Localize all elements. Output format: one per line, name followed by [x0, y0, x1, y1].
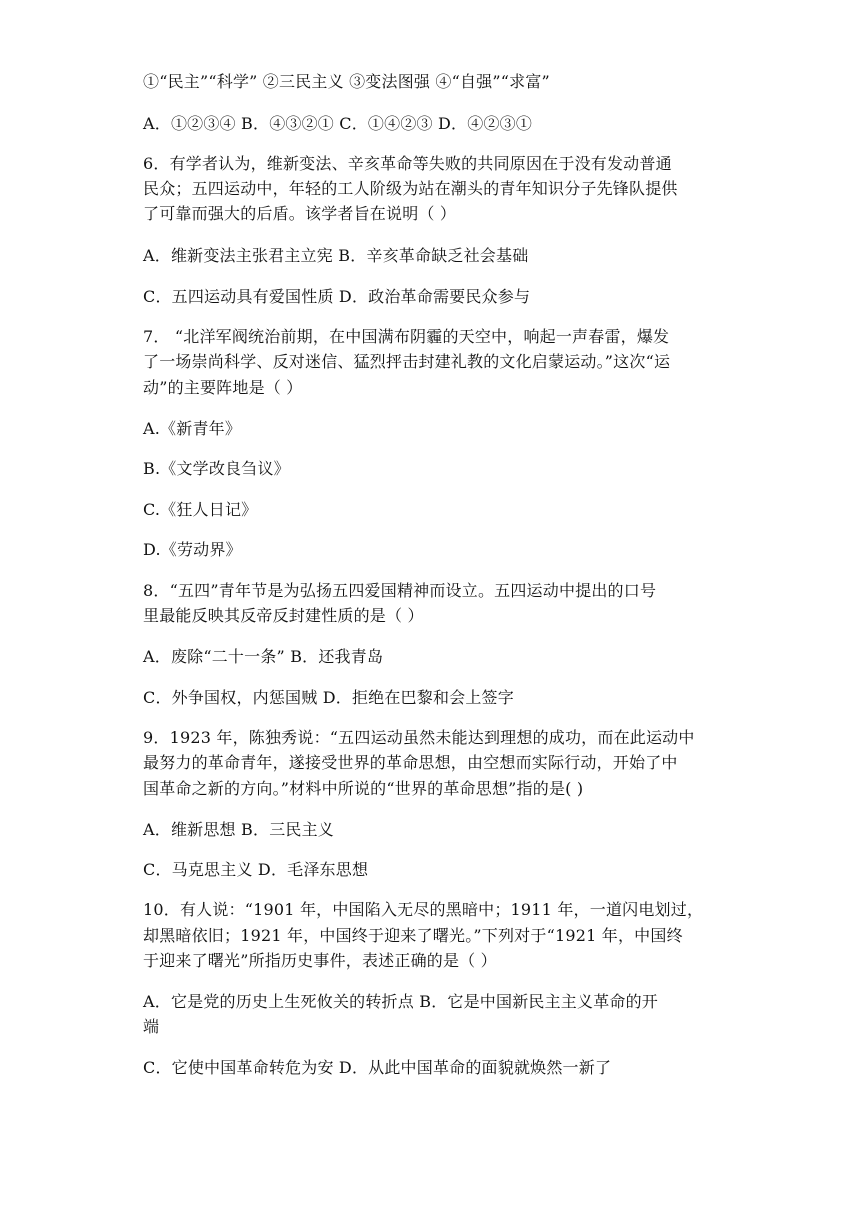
q10-stem-line-1: 10．有人说：“1901 年，中国陷入无尽的黑暗中；1911 年，一道闪电划过，	[143, 900, 704, 919]
q9-stem-line-2: 最努力的革命青年，遂接受世界的革命思想，由空想而实际行动，开始了中	[143, 753, 678, 772]
q6-options-line-1: A．维新变法主张君主立宪 B．辛亥革命缺乏社会基础	[143, 246, 529, 265]
q7-stem-line-1: 7． “北洋军阀统治前期，在中国满布阴霾的天空中，响起一声春雷，爆发	[143, 327, 670, 346]
q5-options: A．①②③④ B．④③②① C．①④②③ D．④②③①	[143, 114, 533, 133]
q8-stem-line-2: 里最能反映其反帝反封建性质的是（ ）	[143, 606, 424, 625]
q6-stem-line-2: 民众；五四运动中，年轻的工人阶级为站在潮头的青年知识分子先锋队提供	[143, 179, 678, 198]
q7-option-b: B.《文学改良刍议》	[143, 459, 290, 478]
q7-stem-line-3: 动”的主要阵地是（ ）	[143, 378, 303, 397]
q9-stem-line-1: 9．1923 年，陈独秀说：“五四运动虽然未能达到理想的成功，而在此运动中	[143, 728, 695, 747]
q10-stem-line-3: 于迎来了曙光”所指历史事件，表述正确的是（ ）	[143, 951, 497, 970]
q8-stem-line-1: 8．“五四”青年节是为弘扬五四爱国精神而设立。五四运动中提出的口号	[143, 581, 657, 600]
q7-option-a: A.《新青年》	[143, 419, 242, 438]
q10-options-line-1-cont: 端	[143, 1017, 160, 1036]
q8-options-line-2: C．外争国权，内惩国贼 D．拒绝在巴黎和会上签字	[143, 688, 514, 707]
q10-options-line-1: A．它是党的历史上生死攸关的转折点 B．它是中国新民主主义革命的开	[143, 992, 658, 1011]
q7-stem-line-2: 了一场崇尚科学、反对迷信、猛烈抨击封建礼教的文化启蒙运动。”这次“运	[143, 352, 671, 371]
q7-option-c: C.《狂人日记》	[143, 500, 258, 519]
q9-options-line-1: A．维新思想 B．三民主义	[143, 820, 334, 839]
q9-stem-line-3: 国革命之新的方向。”材料中所说的“世界的革命思想”指的是( )	[143, 779, 584, 798]
q6-stem-line-1: 6．有学者认为，维新变法、辛亥革命等失败的共同原因在于没有发动普通	[143, 154, 672, 173]
q7-option-d: D.《劳动界》	[143, 540, 242, 559]
q6-options-line-2: C．五四运动具有爱国性质 D．政治革命需要民众参与	[143, 287, 531, 306]
q5-items: ①“民主”“科学” ②三民主义 ③变法图强 ④“自强”“求富”	[143, 72, 550, 91]
q8-options-line-1: A．废除“二十一条” B．还我青岛	[143, 647, 384, 666]
q10-stem-line-2: 却黑暗依旧；1921 年，中国终于迎来了曙光。”下列对于“1921 年，中国终	[143, 926, 683, 945]
q6-stem-line-3: 了可靠而强大的后盾。该学者旨在说明（ ）	[143, 204, 457, 223]
q10-options-line-2: C．它使中国革命转危为安 D．从此中国革命的面貌就焕然一新了	[143, 1058, 612, 1077]
q9-options-line-2: C．马克思主义 D．毛泽东思想	[143, 860, 369, 879]
